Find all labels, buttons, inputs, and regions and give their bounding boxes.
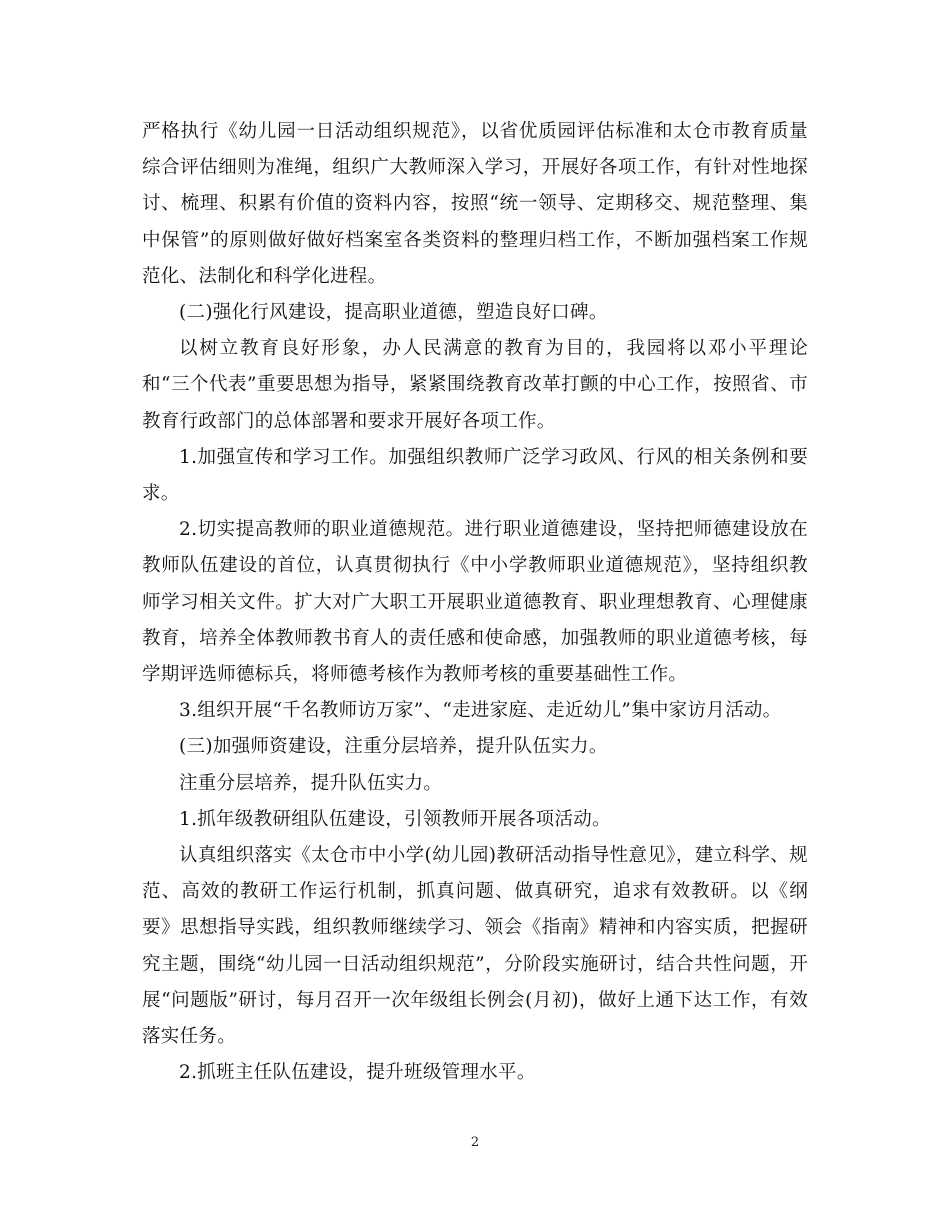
paragraph: 严格执行《幼儿园一日活动组织规范》，以省优质园评估标准和太仓市教育质量综合评估细则为准绳，组织广大教师深入学习，开展好各项工作，有针对性地探讨、梳理、积累有价值的资料内容，按照“统一领导、定期移交、规范整理、集中保管”的原则做好做好档案室各类资料的整理归档工作，不断加强档案工作规范化、法制化和科学化进程。 (142, 121, 808, 287)
section-heading-3: (三)加强师资建设，注重分层培养，提升队伍实力。 (179, 736, 608, 758)
paragraph: 认真组织落实《太仓市中小学(幼儿园)教研活动指导性意见》，建立科学、规范、高效的教研工作运行机制，抓真问题、做真研究，追求有效教研。以《纲要》思想指导实践，组织教师继续学习、领会《指南》精神和内容实质，把握研究主题，围绕“幼儿园一日活动组织规范”，分阶段实施研讨，结合共性问题，开展“问题版”研讨，每月召开一次年级组长例会(月初)，做好上通下达工作，有效落实任务。 (142, 845, 808, 1048)
document-body (142, 114, 808, 1091)
paragraph: 注重分层培养，提升队伍实力。 (179, 772, 443, 794)
list-item: 1.加强宣传和学习工作。加强组织教师广泛学习政风、行风的相关条例和要求。 (142, 446, 808, 505)
list-item: 3.组织开展“千名教师访万家”、“走进家庭、走近幼儿”集中家访月活动。 (179, 700, 782, 722)
page-number: 2 (470, 1135, 480, 1150)
paragraph: 以树立教育良好形象，办人民满意的教育为目的，我园将以邓小平理论和“三个代表”重要思想为指导，紧紧围绕教育改革打颤的中心工作，按照省、市教育行政部门的总体部署和要求开展好各项工作。 (142, 338, 808, 432)
list-item: 2.切实提高教师的职业道德规范。进行职业道德建设，坚持把师德建设放在教师队伍建设的首位，认真贯彻执行《中小学教师职业道德规范》，坚持组织教师学习相关文件。扩大对广大职工开展职业道德教育、职业理想教育、心理健康教育，培养全体教师教书育人的责任感和使命感，加强教师的职业道德考核，每学期评选师德标兵，将师德考核作为教师考核的重要基础性工作。 (142, 519, 808, 686)
section-heading-2: (二)强化行风建设，提高职业道德，塑造良好口碑。 (179, 302, 608, 324)
list-item: 1.抓年级教研组队伍建设，引领教师开展各项活动。 (179, 808, 611, 830)
list-item: 2.抓班主任队伍建设，提升班级管理水平。 (179, 1062, 536, 1084)
